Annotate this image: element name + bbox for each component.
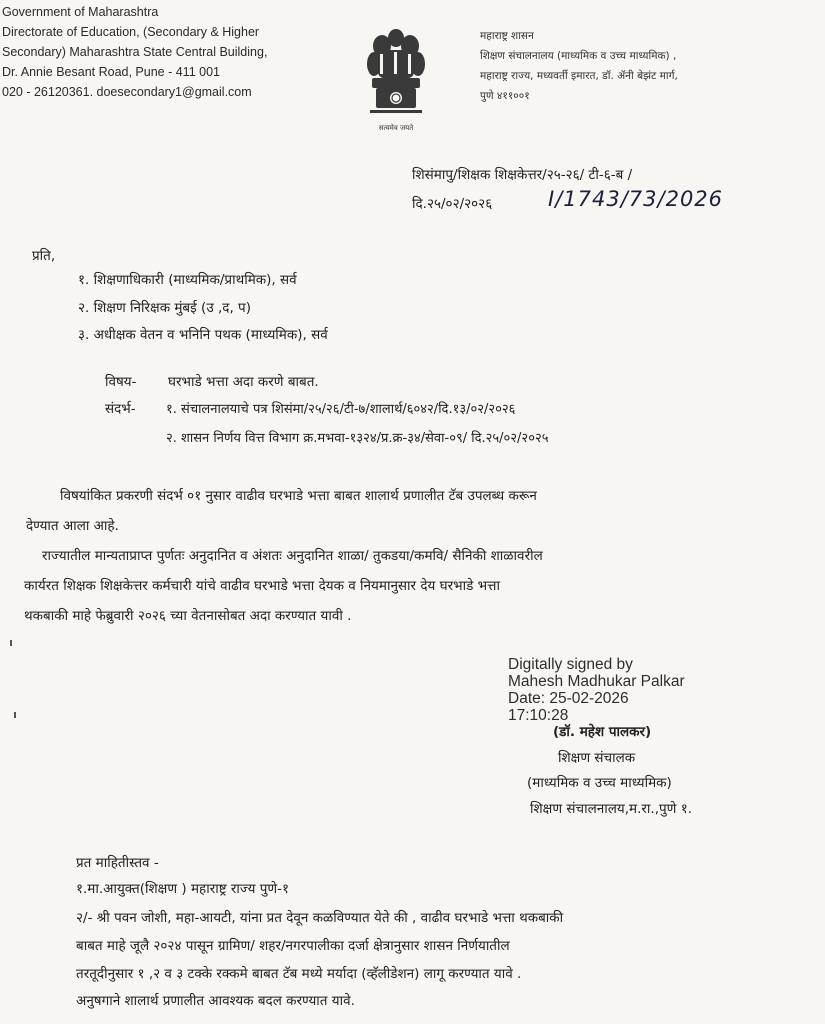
digital-signature-line: Mahesh Madhukar Palkar [508, 673, 685, 690]
body-line: थकबाकी माहे फेब्रुवारी २०२६ च्या वेतनासोबत अदा करण्यात यावी . [24, 608, 352, 624]
letterhead-marathi [480, 26, 678, 106]
copy-item: १.मा.आयुक्त(शिक्षण ) महाराष्ट्र राज्य पुणे-१ [76, 881, 290, 897]
scan-mark [10, 640, 12, 646]
digital-signature-line: 17:10:28 [508, 707, 569, 724]
handwritten-reference-number: I/1743/73/2026 [548, 187, 724, 211]
letterhead-line: Directorate of Education, (Secondary & Higher [2, 25, 260, 39]
letterhead-contact: 020 - 26120361. doesecondary1@gmail.com [2, 85, 252, 99]
body-line: कार्यरत शिक्षक शिक्षकेत्तर कर्मचारी यांचे वाढीव घरभाडे भत्ता देयक व नियमानुसार देय घरभाडे भत्ता [24, 578, 500, 594]
signatory-department: (माध्यमिक व उच्च माध्यमिक) [527, 775, 672, 791]
digital-signature [508, 656, 685, 724]
signatory-name: (डॉ. महेश पालकर) [553, 724, 652, 740]
emblem-motto: सत्यमेव जयते [378, 124, 414, 132]
signatory-office: शिक्षण संचालनालय,म.रा.,पुणे १. [530, 801, 693, 817]
copy-item-line: अनुषगाने शालार्थ प्रणालीत आवश्यक बदल करण्यात यावे. [76, 993, 355, 1009]
copy-item-line: तरतूदीनुसार १ ,२ व ३ टक्के रक्कमे बाबत टॅब मध्ये मर्यादा (व्हॅलीडेशन) लागू करण्यात यावे . [76, 966, 522, 982]
subject-text: घरभाडे भत्ता अदा करणे बाबत. [168, 374, 319, 390]
subject-label: विषय- [105, 374, 137, 390]
recipient-item: २. शिक्षण निरिक्षक मुंबई (उ ,द, प) [78, 300, 251, 316]
reference-label: संदर्भ- [105, 401, 136, 417]
letterhead-line: महाराष्ट्र शासन [480, 30, 534, 42]
letterhead-line: Secondary) Maharashtra State Central Building, [2, 45, 268, 59]
lion-capital-icon [360, 24, 432, 124]
copy-item-line: २/- श्री पवन जोशी, महा-आयटी, यांना प्रत देवून कळविण्यात येते की , वाढीव घरभाडे भत्ता थकबाकी [76, 910, 564, 926]
letterhead-line: शिक्षण संचालनालय (माध्यमिक व उच्च माध्यमिक) , [480, 50, 677, 62]
reference-item: २. शासन निर्णय वित्त विभाग क्र.मभवा-१३२४/प्र.क्र-३४/सेवा-०९/ दि.२५/०२/२०२५ [166, 431, 549, 446]
body-line: देण्यात आला आहे. [26, 518, 119, 534]
body-line: विषयांकित प्रकरणी संदर्भ ०१ नुसार वाढीव घरभाडे भत्ता बाबत शालार्थ प्रणालीत टॅब उपलब्ध करून [60, 488, 537, 504]
recipient-item: ३. अधीक्षक वेतन व भनिनि पथक (माध्यमिक), सर्व [78, 327, 328, 343]
letterhead-line: महाराष्ट्र राज्य, मध्यवर्ती इमारत, डॉ. ॲनी बेझंट मार्ग, [480, 70, 678, 82]
body-line: राज्यातील मान्यताप्राप्त पुर्णतः अनुदानित व अंशतः अनुदानित शाळा/ तुकडया/कमवि/ सैनिकी शाळावरील [42, 548, 543, 564]
reference-date: दि.२५/०२/२०२६ [412, 196, 493, 212]
copy-item-line: बाबत माहे जूलै २०२४ पासून ग्रामिण/ शहर/नगरपालीका दर्जा क्षेत्रानुसार शासन निर्णयातील [76, 938, 510, 954]
digital-signature-line: Date: 25-02-2026 [508, 690, 629, 707]
letterhead-english [2, 2, 267, 102]
copy-heading: प्रत माहितीस्तव - [76, 855, 159, 871]
letterhead-line: Government of Maharashtra [2, 5, 159, 19]
letterhead-line: पुणे ४११००१ [480, 90, 530, 102]
state-emblem [360, 24, 432, 136]
scan-mark [14, 712, 16, 718]
reference-line: शिसंमापु/शिक्षक शिक्षकेत्तर/२५-२६/ टी-६-ब / [412, 167, 633, 183]
salutation: प्रति, [32, 248, 56, 264]
reference-item: १. संचालनालयाचे पत्र शिसंमा/२५/२६/टी-७/शालार्थ/६०४२/दि.१३/०२/२०२६ [166, 402, 516, 417]
recipient-item: १. शिक्षणाधिकारी (माध्यमिक/प्राथमिक), सर्व [78, 272, 297, 288]
letterhead-line: Dr. Annie Besant Road, Pune - 411 001 [2, 65, 220, 79]
digital-signature-line: Digitally signed by [508, 656, 633, 673]
signatory-designation: शिक्षण संचालक [558, 750, 636, 766]
